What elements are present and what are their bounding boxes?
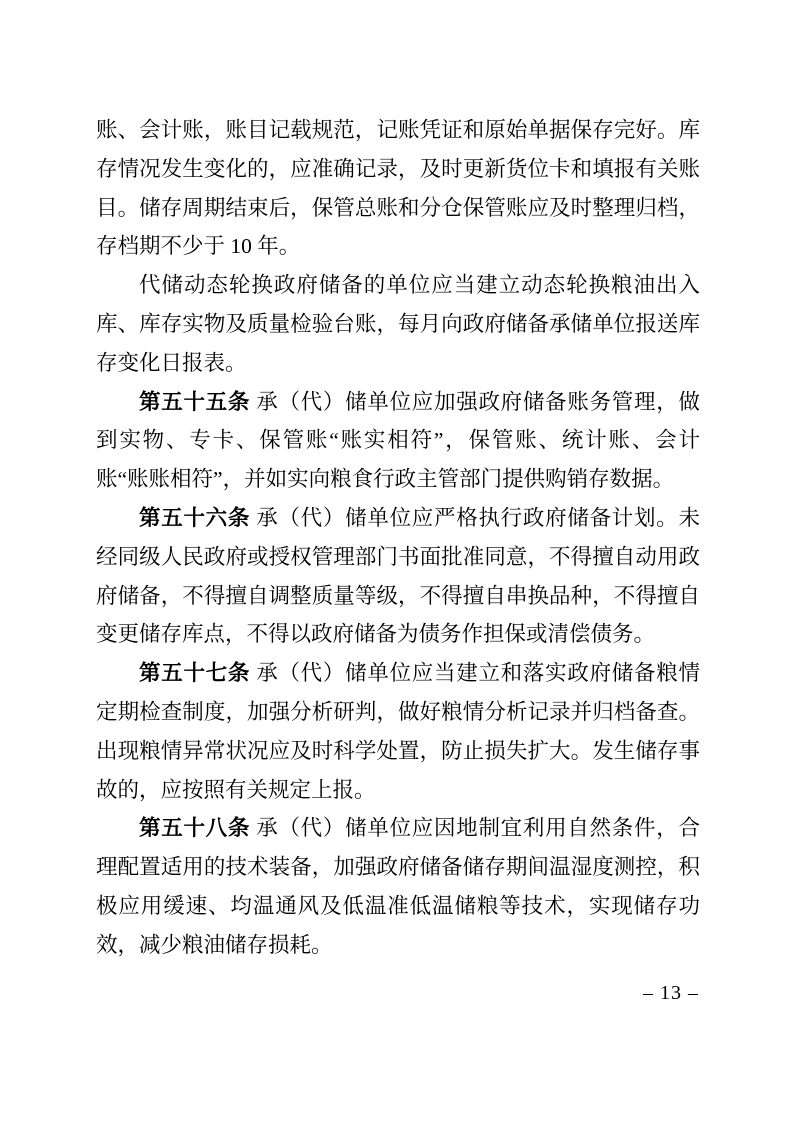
document-body [96,111,700,965]
article-number-55: 第五十五条 [139,389,251,414]
page-number: – 13 – [643,982,699,1004]
paragraph-text: 承（代）储单位应当建立和落实政府储备粮情定期检查制度，加强分析研判，做好粮情分析记录并归档备查。出现粮情异常状况应及时科学处置，防止损失扩大。发生储存事故的，应按照有关规定上报。 [96,661,700,802]
paragraph-article-56 [96,499,700,654]
paragraph-article-57 [96,654,700,809]
paragraph-text: 承（代）储单位应加强政府储备账务管理，做到实物、专卡、保管账“账实相符”，保管账、统计账、会计账“账账相符”，并如实向粮食行政主管部门提供购销存数据。 [96,389,700,492]
paragraph-text: 账、会计账，账目记载规范，记账凭证和原始单据保存完好。库存情况发生变化的，应准确记录，及时更新货位卡和填报有关账目。储存周期结束后，保管总账和分仓保管账应及时整理归档，存档期不少于 10 年。 [96,118,700,259]
paragraph-accounts-continuation [96,111,700,266]
paragraph-article-55 [96,383,700,499]
paragraph-text: 承（代）储单位应因地制宜利用自然条件，合理配置适用的技术装备，加强政府储备储存期间温湿度测控，积极应用缓速、均温通风及低温准低温储粮等技术，实现储存功效，减少粮油储存损耗。 [96,816,700,957]
article-number-56: 第五十六条 [139,505,251,530]
paragraph-text: 承（代）储单位应严格执行政府储备计划。未经同级人民政府或授权管理部门书面批准同意，不得擅自动用政府储备，不得擅自调整质量等级，不得擅自串换品种，不得擅自变更储存库点，不得以政府储备为债务作担保或清偿债务。 [96,505,700,647]
paragraph-article-58 [96,809,700,964]
article-number-58: 第五十八条 [139,816,251,841]
paragraph-text: 代储动态轮换政府储备的单位应当建立动态轮换粮油出入库、库存实物及质量检验台账，每月向政府储备承储单位报送库存变化日报表。 [96,273,700,375]
article-number-57: 第五十七条 [139,661,251,686]
paragraph-rotation-ledger [96,266,700,382]
